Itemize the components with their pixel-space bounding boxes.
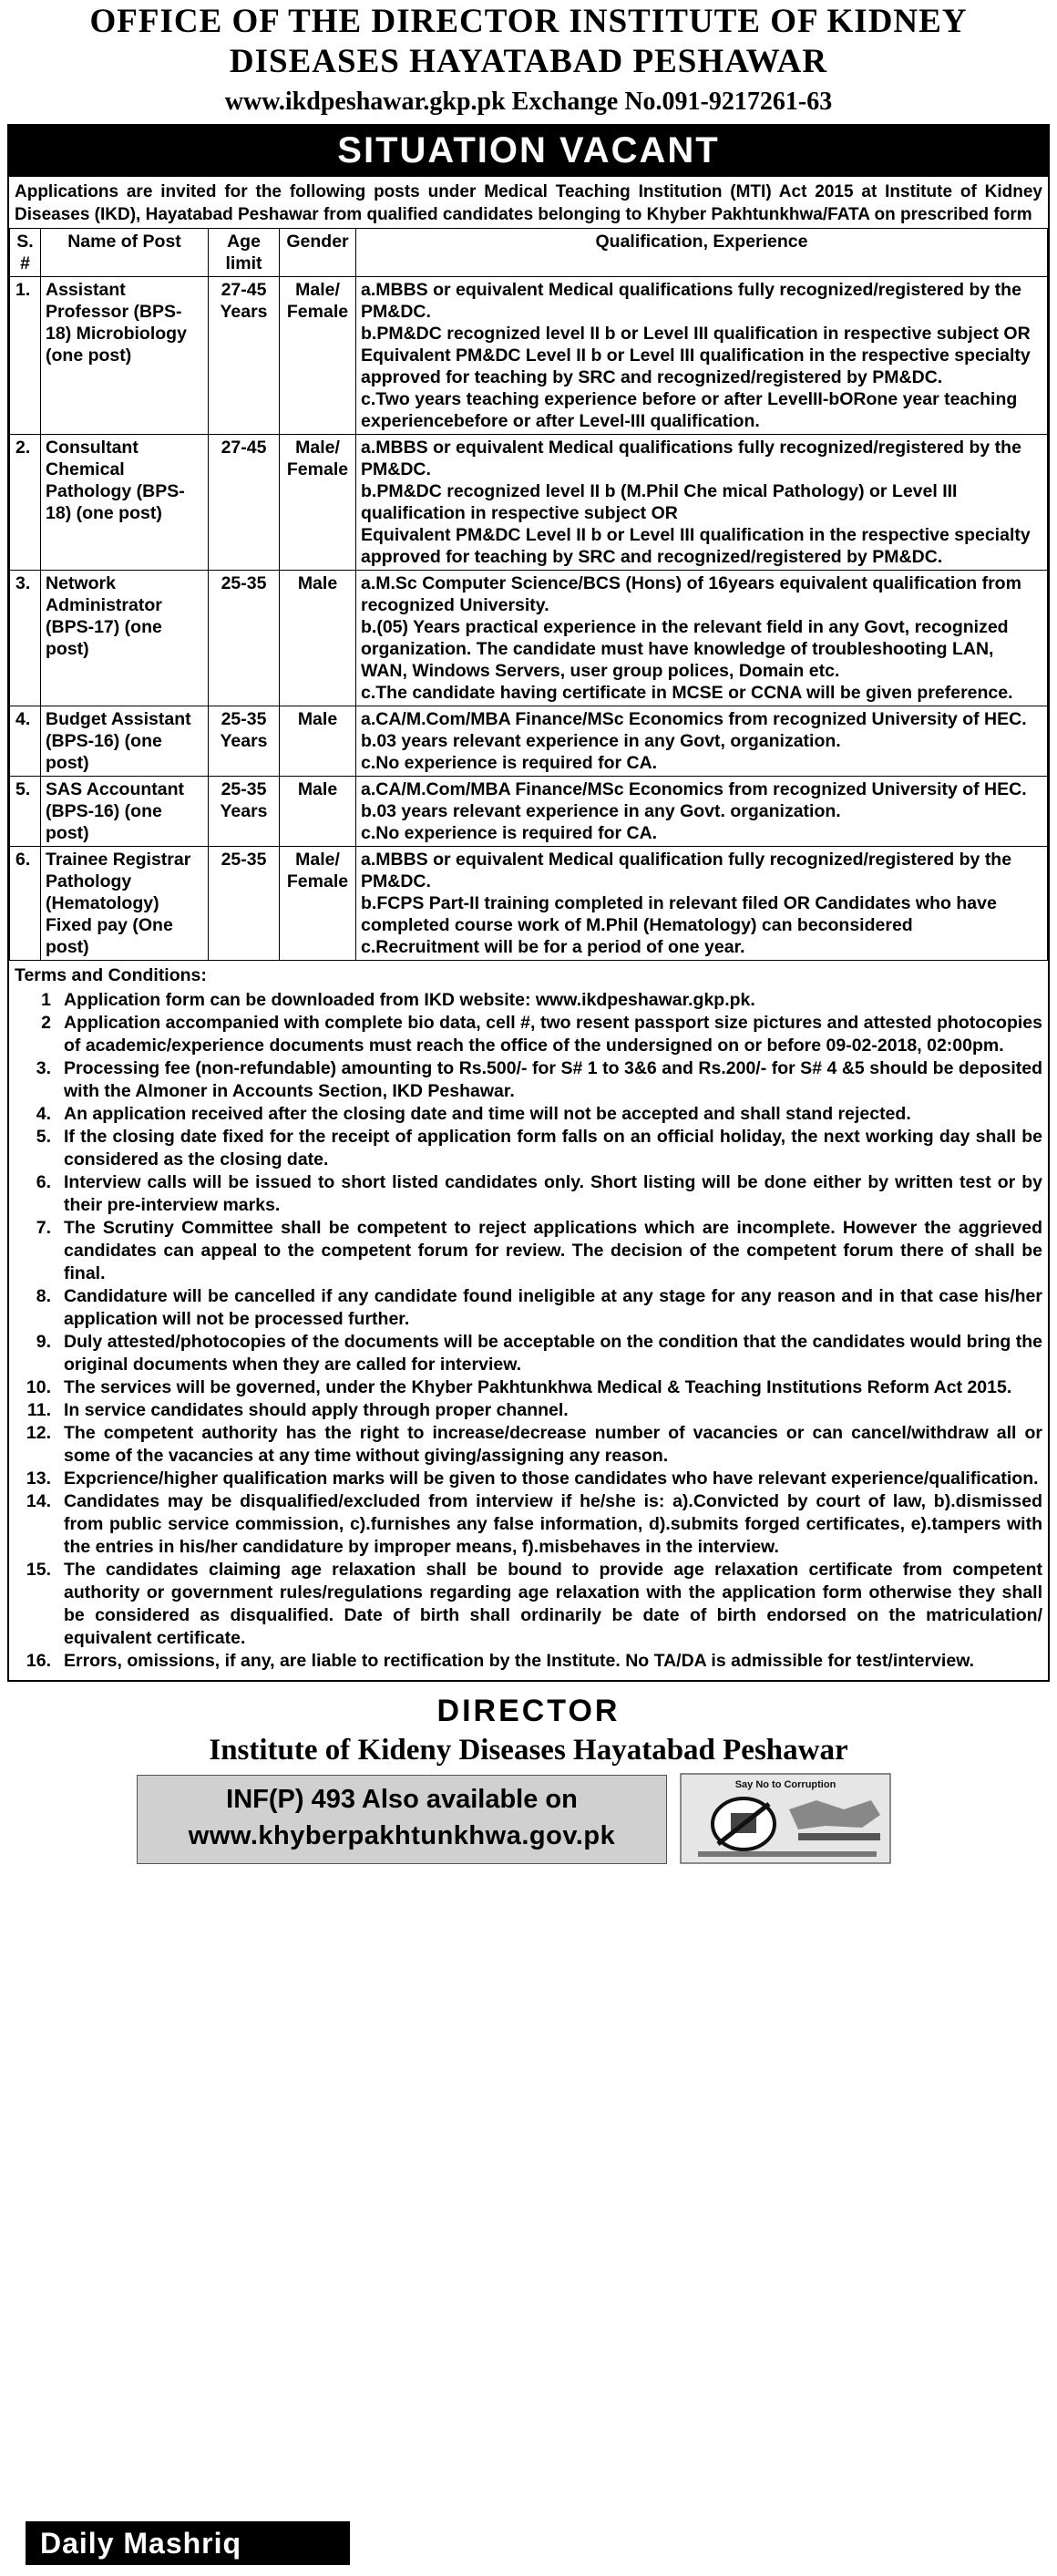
table-row bbox=[10, 847, 1048, 961]
row-age: 25-35 bbox=[209, 847, 280, 961]
col-post: Name of Post bbox=[41, 229, 209, 277]
row-sno: 4. bbox=[10, 706, 41, 777]
term-number: 8. bbox=[36, 1286, 51, 1306]
terms-and-conditions bbox=[9, 961, 1048, 1680]
term-item bbox=[15, 1422, 1042, 1468]
table-row bbox=[10, 777, 1048, 847]
term-text: Application accompanied with complete bio data, cell #, two resent passport size pictures and attested photocopies of academic/experience documents must reach the office of the undersigned on or before 09-02-2018, 02:00pm. bbox=[64, 1013, 1042, 1056]
qualification-line: Equivalent PM&DC Level II b or Level III qualification in the respective specialty approved for teaching by SRC and recognized/registered by PM&DC. bbox=[361, 525, 1031, 567]
term-text: If the closing date fixed for the receipt of application form falls on an official holiday, the next working day shall be considered as the closing date. bbox=[64, 1127, 1042, 1170]
term-item bbox=[15, 1285, 1042, 1331]
row-age: 25-35 bbox=[209, 571, 280, 706]
ad-body bbox=[7, 177, 1050, 1682]
qualification-line: b.PM&DC recognized level II b or Level III qualification in respective subject OR bbox=[361, 324, 1031, 344]
col-qualification: Qualification, Experience bbox=[356, 229, 1048, 277]
term-text: The Scrutiny Committee shall be competent to reject applications which are incomplete. However the aggrieved candidates can appeal to the competent forum for review. The decision of the competent forum there of shall be final. bbox=[64, 1218, 1042, 1283]
term-number: 10. bbox=[26, 1377, 51, 1397]
terms-title: Terms and Conditions: bbox=[15, 965, 207, 985]
table-row bbox=[10, 435, 1048, 571]
row-qualification bbox=[356, 777, 1048, 847]
term-number: 12. bbox=[26, 1423, 51, 1443]
advertisement bbox=[7, 0, 1050, 1877]
term-item bbox=[15, 1559, 1042, 1650]
signatory-designation: DIRECTOR bbox=[436, 1694, 621, 1728]
col-gender: Gender bbox=[280, 229, 356, 277]
intro-paragraph: Applications are invited for the following posts under Medical Teaching Institution (MTI) Act 2015 at Institute of Kidney Diseases (IKD), Hayatabad Peshawar from qualified candidates belonging to Khyber Pakhtunkhwa/FATA on prescribed form bbox=[15, 182, 1042, 224]
row-gender: Male bbox=[280, 571, 356, 706]
term-number: 6. bbox=[36, 1172, 51, 1192]
footer bbox=[7, 1769, 1050, 1877]
qualification-line: b.PM&DC recognized level II b (M.Phil Che mical Pathology) or Level III qualification in respective subject OR bbox=[361, 481, 958, 523]
row-post: Trainee Registrar Pathology (Hematology) Fixed pay (One post) bbox=[41, 847, 209, 961]
office-header bbox=[7, 2, 1050, 120]
term-text: Candidates may be disqualified/excluded from interview if he/she is: a).Convicted by court of law, b).dismissed from public service commission, c).furnishes any false information, d).submits forged certificates, e).tampers with the entries in his/her candidature by improper means, f).misbehaves in the interview. bbox=[64, 1491, 1042, 1557]
row-post: Budget Assistant (BPS-16) (one post) bbox=[41, 706, 209, 777]
row-gender: Male/ Female bbox=[280, 847, 356, 961]
term-number: 9. bbox=[36, 1332, 51, 1352]
term-text: Duly attested/photocopies of the documents will be acceptable on the condition that the candidates would bring the original documents when they are called for interview. bbox=[64, 1332, 1042, 1375]
term-item bbox=[15, 1376, 1042, 1399]
row-gender: Male bbox=[280, 777, 356, 847]
qualification-line: b.03 years relevant experience in any Govt. organization. bbox=[361, 801, 841, 821]
term-text: Errors, omissions, if any, are liable to rectification by the Institute. No TA/DA is admissible for test/interview. bbox=[64, 1651, 975, 1671]
term-number: 4. bbox=[36, 1104, 51, 1124]
row-qualification bbox=[356, 706, 1048, 777]
term-text: The candidates claiming age relaxation shall be bound to provide age relaxation certificate from competent authority or government rules/regulations regarding age relaxation with the application form otherwise they shall be considered as disqualified. Date of birth shall ordinarily be date of birth endorsed on the matriculation/ equivalent certificate. bbox=[64, 1560, 1042, 1648]
qualification-line: c.No experience is required for CA. bbox=[361, 823, 658, 843]
situation-vacant-banner: SITUATION VACANT bbox=[7, 124, 1050, 177]
term-item bbox=[15, 1012, 1042, 1057]
term-item bbox=[15, 1057, 1042, 1103]
term-item bbox=[15, 1171, 1042, 1217]
posts-table bbox=[9, 228, 1048, 961]
row-sno: 1. bbox=[10, 277, 41, 435]
qualification-line: a.MBBS or equivalent Medical qualifications fully recognized/registered by the PM&DC. bbox=[361, 438, 1021, 479]
term-text: An application received after the closing date and time will not be accepted and shall stand rejected. bbox=[64, 1104, 911, 1124]
row-qualification bbox=[356, 847, 1048, 961]
term-item bbox=[15, 1217, 1042, 1285]
header-line-1: OFFICE OF THE DIRECTOR INSTITUTE OF KIDNEY bbox=[89, 3, 968, 40]
term-item bbox=[15, 1126, 1042, 1171]
term-item bbox=[15, 1490, 1042, 1559]
term-number: 7. bbox=[36, 1218, 51, 1238]
row-qualification bbox=[356, 277, 1048, 435]
inf-number: INF(P) 493 Also available on bbox=[226, 1785, 578, 1814]
row-age: 25-35 Years bbox=[209, 706, 280, 777]
term-item bbox=[15, 1650, 1042, 1673]
term-number: 11. bbox=[26, 1400, 51, 1420]
term-text: Candidature will be cancelled if any candidate found ineligible at any stage for any reason and in that case his/her application will not be processed further. bbox=[64, 1286, 1042, 1329]
say-no-to-corruption-logo-icon bbox=[680, 1773, 891, 1864]
term-text: Interview calls will be issued to short listed candidates only. Short listing will be done either by written test or by their pre-interview marks. bbox=[64, 1172, 1042, 1215]
qualification-line: a.CA/M.Com/MBA Finance/MSc Economics from recognized University of HEC. bbox=[361, 779, 1027, 799]
term-item bbox=[15, 989, 1042, 1012]
row-sno: 2. bbox=[10, 435, 41, 571]
term-number: 13. bbox=[26, 1468, 51, 1489]
row-gender: Male/ Female bbox=[280, 277, 356, 435]
qualification-line: a.CA/M.Com/MBA Finance/MSc Economics from recognized University of HEC. bbox=[361, 709, 1027, 729]
table-row bbox=[10, 706, 1048, 777]
table-row bbox=[10, 277, 1048, 435]
term-number: 14. bbox=[26, 1491, 51, 1511]
term-number: 5. bbox=[36, 1127, 51, 1147]
row-sno: 3. bbox=[10, 571, 41, 706]
qualification-line: c.The candidate having certificate in MCSE or CCNA will be given preference. bbox=[361, 683, 1013, 703]
row-sno: 6. bbox=[10, 847, 41, 961]
header-line-2: DISEASES HAYATABAD PESHAWAR bbox=[229, 43, 828, 80]
row-qualification bbox=[356, 435, 1048, 571]
term-number: 15. bbox=[26, 1560, 51, 1580]
row-qualification bbox=[356, 571, 1048, 706]
logo-caption: Say No to Corruption bbox=[734, 1779, 836, 1790]
term-number: 1 bbox=[41, 990, 51, 1010]
qualification-line: a.MBBS or equivalent Medical qualifications fully recognized/registered by the PM&DC. bbox=[361, 280, 1021, 322]
row-post: Consultant Chemical Pathology (BPS-18) (one post) bbox=[41, 435, 209, 571]
term-item bbox=[15, 1331, 1042, 1376]
header-contact: www.ikdpeshawar.gkp.pk Exchange No.091-9217261-63 bbox=[224, 88, 833, 116]
row-post: Assistant Professor (BPS-18) Microbiology (one post) bbox=[41, 277, 209, 435]
qualification-line: Equivalent PM&DC Level II b or Level III qualification in the respective specialty approved for teaching by SRC and recognized/registered by PM&DC. bbox=[361, 345, 1031, 387]
qualification-line: c.Two years teaching experience before or after LevelII-bORone year teaching experiencebefore or after Level-III qualification. bbox=[361, 389, 1018, 431]
inf-box bbox=[137, 1775, 667, 1864]
qualification-line: a.MBBS or equivalent Medical qualification fully recognized/registered by the PM&DC. bbox=[361, 850, 1012, 891]
term-number: 2 bbox=[41, 1013, 51, 1033]
newspaper-label: Daily Mashriq bbox=[26, 2521, 350, 2565]
row-age: 27-45 bbox=[209, 435, 280, 571]
col-age: Age limit bbox=[209, 229, 280, 277]
qualification-line: c.No experience is required for CA. bbox=[361, 753, 658, 773]
term-text: In service candidates should apply through proper channel. bbox=[64, 1400, 569, 1420]
row-post: SAS Accountant (BPS-16) (one post) bbox=[41, 777, 209, 847]
table-header-row bbox=[10, 229, 1048, 277]
website-link: www.khyberpakhtunkhwa.gov.pk bbox=[188, 1821, 616, 1850]
row-age: 27-45 Years bbox=[209, 277, 280, 435]
table-row bbox=[10, 571, 1048, 706]
term-item bbox=[15, 1103, 1042, 1126]
qualification-line: b.(05) Years practical experience in the relevant field in any Govt, recognized organization. The candidate must have knowledge of troubleshooting LAN, WAN, Windows Servers, user group polices, Domain etc. bbox=[361, 617, 1009, 681]
row-gender: Male/ Female bbox=[280, 435, 356, 571]
row-age: 25-35 Years bbox=[209, 777, 280, 847]
signatory-office: Institute of Kideny Diseases Hayatabad Peshawar bbox=[209, 1734, 848, 1767]
term-text: The competent authority has the right to increase/decrease number of vacancies or can cancel/withdraw all or some of the vacancies at any time without giving/assigning any reason. bbox=[64, 1423, 1042, 1466]
term-text: Application form can be downloaded from IKD website: www.ikdpeshawar.gkp.pk. bbox=[64, 990, 755, 1010]
term-text: The services will be governed, under the Khyber Pakhtunkhwa Medical & Teaching Institutions Reform Act 2015. bbox=[64, 1377, 1012, 1397]
qualification-line: c.Recruitment will be for a period of one year. bbox=[361, 937, 745, 957]
term-text: Expcrience/higher qualification marks will be given to those candidates who have relevant experience/qualification. bbox=[64, 1468, 1039, 1489]
term-number: 3. bbox=[36, 1058, 51, 1078]
term-item bbox=[15, 1468, 1042, 1490]
qualification-line: a.M.Sc Computer Science/BCS (Hons) of 16years equivalent qualification from recognized University. bbox=[361, 573, 1021, 615]
term-text: Processing fee (non-refundable) amounting to Rs.500/- for S# 1 to 3&6 and Rs.200/- for S# 4 &5 should be deposited with the Almoner in Accounts Section, IKD Peshawar. bbox=[64, 1058, 1042, 1101]
row-gender: Male bbox=[280, 706, 356, 777]
col-sno: S. # bbox=[10, 229, 41, 277]
row-post: Network Administrator (BPS-17) (one post) bbox=[41, 571, 209, 706]
row-sno: 5. bbox=[10, 777, 41, 847]
qualification-line: b.FCPS Part-II training completed in relevant filed OR Candidates who have completed course work of M.Phil (Hematology) can beconsidered bbox=[361, 893, 997, 935]
term-number: 16. bbox=[26, 1651, 51, 1671]
term-item bbox=[15, 1399, 1042, 1422]
signature-block bbox=[7, 1691, 1050, 1769]
qualification-line: b.03 years relevant experience in any Govt, organization. bbox=[361, 731, 841, 751]
